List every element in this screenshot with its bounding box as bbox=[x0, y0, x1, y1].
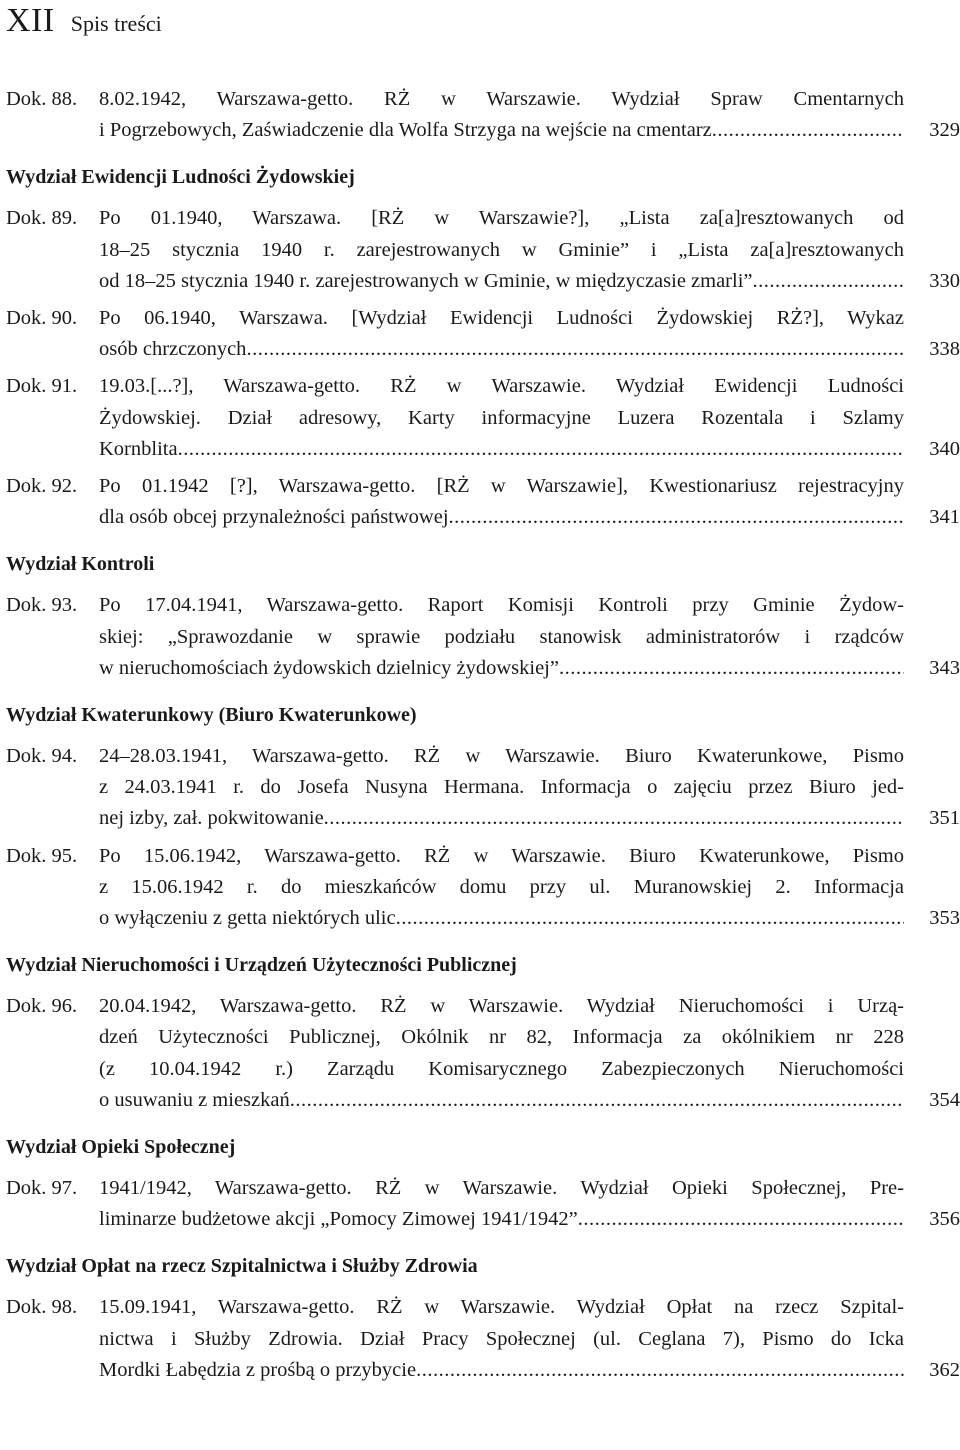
toc-entry[interactable] bbox=[6, 1173, 960, 1235]
section-heading: Wydział Opłat na rzecz Szpitalnictwa i Służby Zdrowia bbox=[6, 1255, 478, 1278]
entry-last-line bbox=[99, 653, 904, 684]
dot-leader bbox=[396, 903, 904, 934]
entry-last-line bbox=[99, 1204, 904, 1235]
entry-last-line bbox=[99, 334, 904, 365]
page-number: 330 bbox=[929, 269, 960, 292]
entry-line: 15.09.1941, Warszawa-getto. RŻ w Warszawie. Wydział Opłat na rzecz Szpital- bbox=[99, 1296, 904, 1319]
entry-line: Po 17.04.1941, Warszawa-getto. Raport Komisji Kontroli przy Gminie Żydow- bbox=[99, 594, 904, 617]
page-number: 343 bbox=[929, 656, 960, 679]
page-number: 341 bbox=[929, 506, 960, 529]
page-number: 351 bbox=[929, 807, 960, 830]
entry-description bbox=[99, 203, 904, 297]
entry-line: (z 10.04.1942 r.) Zarządu Komisarycznego Zabezpieczonych Nieruchomości bbox=[99, 1057, 904, 1080]
document-number: Dok. 98. bbox=[6, 1296, 78, 1319]
entry-line: nej izby, zał. pokwitowanie bbox=[99, 807, 324, 830]
entry-last-line bbox=[99, 1355, 904, 1386]
section-heading: Wydział Opieki Społecznej bbox=[6, 1136, 236, 1159]
entry-line: nictwa i Służby Zdrowia. Dział Pracy Społecznej (ul. Ceglana 7), Pismo do Icka bbox=[99, 1327, 904, 1350]
toc-entry[interactable] bbox=[6, 1292, 960, 1386]
running-head: Spis treści bbox=[70, 11, 162, 36]
entry-description bbox=[99, 471, 904, 533]
toc-entry[interactable] bbox=[6, 991, 960, 1116]
page-number: 354 bbox=[929, 1088, 960, 1111]
document-number: Dok. 90. bbox=[6, 307, 78, 330]
toc-entry[interactable] bbox=[6, 741, 960, 835]
section-heading: Wydział Ewidencji Ludności Żydowskiej bbox=[6, 166, 355, 189]
dot-leader bbox=[290, 1085, 904, 1116]
entry-line: 24–28.03.1941, Warszawa-getto. RŻ w Warszawie. Biuro Kwaterunkowe, Pismo bbox=[99, 745, 904, 768]
entry-line: 18–25 stycznia 1940 r. zarejestrowanych w Gminie” i „Lista za[a]resztowanych bbox=[99, 238, 904, 261]
document-number: Dok. 97. bbox=[6, 1177, 78, 1200]
entry-line: Po 15.06.1942, Warszawa-getto. RŻ w Warszawie. Biuro Kwaterunkowe, Pismo bbox=[99, 844, 904, 867]
entry-description bbox=[99, 1292, 904, 1386]
entry-description bbox=[99, 371, 904, 465]
entry-line: od 18–25 stycznia 1940 r. zarejestrowanych w Gminie, w międzyczasie zmarli” bbox=[99, 269, 753, 292]
entry-description bbox=[99, 1173, 904, 1235]
entry-line: Po 01.1940, Warszawa. [RŻ w Warszawie?], „Lista za[a]resztowanych od bbox=[99, 207, 904, 230]
entry-line: 19.03.[...?], Warszawa-getto. RŻ w Warszawie. Wydział Ewidencji Ludności bbox=[99, 375, 904, 398]
entry-line: o wyłączeniu z getta niektórych ulic bbox=[99, 907, 396, 930]
entry-description bbox=[99, 84, 904, 146]
entry-line: Po 01.1942 [?], Warszawa-getto. [RŻ w Warszawie], Kwestionariusz rejestracyjny bbox=[99, 475, 904, 498]
dot-leader bbox=[324, 803, 904, 834]
entry-line: o usuwaniu z mieszkań bbox=[99, 1088, 290, 1111]
dot-leader bbox=[578, 1204, 904, 1235]
page-number: 329 bbox=[929, 119, 960, 142]
toc-entry[interactable] bbox=[6, 471, 960, 533]
toc-entry[interactable] bbox=[6, 84, 960, 146]
toc-entry[interactable] bbox=[6, 590, 960, 684]
page-number: 362 bbox=[929, 1358, 960, 1381]
entry-line: Mordki Łabędzia z prośbą o przybycie bbox=[99, 1358, 417, 1381]
page-folio: XII bbox=[6, 2, 55, 39]
entry-line: liminarze budżetowe akcji „Pomocy Zimowej 1941/1942” bbox=[99, 1208, 578, 1231]
entry-line: dzeń Użyteczności Publicznej, Okólnik nr 82, Informacja za okólnikiem nr 228 bbox=[99, 1026, 904, 1049]
entry-description bbox=[99, 303, 904, 365]
entry-last-line bbox=[99, 903, 904, 934]
entry-line: 1941/1942, Warszawa-getto. RŻ w Warszawie. Wydział Opieki Społecznej, Pre- bbox=[99, 1177, 904, 1200]
dot-leader bbox=[712, 115, 904, 146]
table-of-contents bbox=[6, 84, 960, 1392]
document-number: Dok. 92. bbox=[6, 475, 78, 498]
entry-line: 8.02.1942, Warszawa-getto. RŻ w Warszawie. Wydział Spraw Cmentarnych bbox=[99, 88, 904, 110]
section-heading: Wydział Kontroli bbox=[6, 553, 155, 576]
dot-leader bbox=[416, 1355, 904, 1386]
section-heading: Wydział Nieruchomości i Urządzeń Użyteczności Publicznej bbox=[6, 954, 517, 977]
document-number: Dok. 88. bbox=[6, 88, 78, 110]
entry-last-line bbox=[99, 1085, 904, 1116]
page-number: 338 bbox=[929, 338, 960, 361]
document-number: Dok. 94. bbox=[6, 745, 78, 768]
document-number: Dok. 93. bbox=[6, 594, 78, 617]
toc-entry[interactable] bbox=[6, 841, 960, 935]
entry-last-line bbox=[99, 803, 904, 834]
entry-line: skiej: „Sprawozdanie w sprawie podziału stanowisk administratorów i rządców bbox=[99, 625, 904, 648]
dot-leader bbox=[559, 653, 904, 684]
entry-last-line bbox=[99, 434, 904, 465]
document-number: Dok. 95. bbox=[6, 844, 78, 867]
entry-line: z 15.06.1942 r. do mieszkańców domu przy ul. Muranowskiej 2. Informacja bbox=[99, 875, 904, 898]
page-number: 353 bbox=[929, 907, 960, 930]
dot-leader bbox=[246, 334, 904, 365]
dot-leader bbox=[178, 434, 904, 465]
document-number: Dok. 96. bbox=[6, 995, 78, 1018]
entry-line: osób chrzczonych bbox=[99, 338, 247, 361]
dot-leader bbox=[753, 266, 905, 297]
entry-last-line bbox=[99, 502, 904, 533]
document-number: Dok. 89. bbox=[6, 207, 78, 230]
entry-last-line bbox=[99, 266, 904, 297]
entry-line: Żydowskiej. Dział adresowy, Karty informacyjne Luzera Rozentala i Szlamy bbox=[99, 406, 904, 429]
dot-leader bbox=[449, 502, 904, 533]
entry-line: Kornblita bbox=[99, 437, 178, 460]
toc-entry[interactable] bbox=[6, 371, 960, 465]
entry-line: i Pogrzebowych, Zaświadczenie dla Wolfa Strzyga na wejście na cmentarz bbox=[99, 119, 712, 142]
entry-description bbox=[99, 590, 904, 684]
entry-description bbox=[99, 841, 904, 935]
page-header bbox=[6, 2, 162, 40]
page-number: 356 bbox=[929, 1208, 960, 1231]
entry-line: 20.04.1942, Warszawa-getto. RŻ w Warszawie. Wydział Nieruchomości i Urzą- bbox=[99, 995, 904, 1018]
entry-last-line bbox=[99, 115, 904, 146]
entry-description bbox=[99, 991, 904, 1116]
section-heading: Wydział Kwaterunkowy (Biuro Kwaterunkowe) bbox=[6, 704, 417, 727]
entry-line: Po 06.1940, Warszawa. [Wydział Ewidencji Ludności Żydowskiej RŻ?], Wykaz bbox=[99, 307, 904, 330]
entry-line: w nieruchomościach żydowskich dzielnicy żydowskiej” bbox=[99, 656, 559, 679]
page-number: 340 bbox=[929, 437, 960, 460]
toc-entry[interactable] bbox=[6, 203, 960, 297]
entry-line: dla osób obcej przynależności państwowej bbox=[99, 506, 449, 529]
document-number: Dok. 91. bbox=[6, 375, 78, 398]
entry-line: z 24.03.1941 r. do Josefa Nusyna Hermana. Informacja o zajęciu przez Biuro jed- bbox=[99, 776, 904, 799]
entry-description bbox=[99, 741, 904, 835]
toc-entry[interactable] bbox=[6, 303, 960, 365]
